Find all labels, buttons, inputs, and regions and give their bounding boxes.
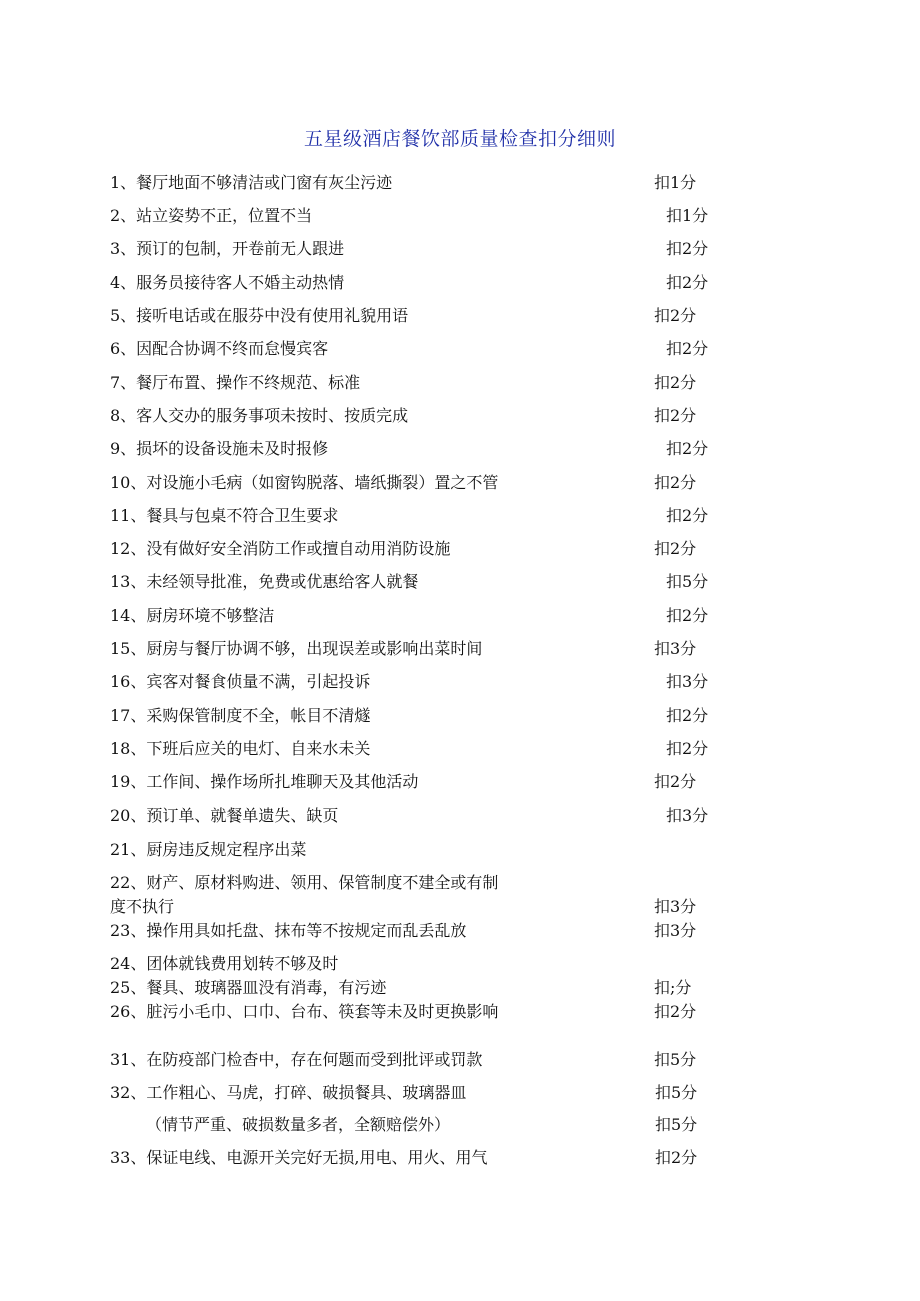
- deduction-label: 扣2分: [654, 306, 697, 325]
- deduction-label: 扣1分: [654, 173, 697, 192]
- deduction-label: 扣3分: [666, 672, 709, 691]
- deduction-label: 扣2分: [654, 473, 697, 492]
- deduction-label: 扣2分: [654, 539, 697, 558]
- deduction-label: 扣2分: [666, 339, 709, 358]
- deduction-label: 扣5分: [654, 1050, 697, 1069]
- deduction-label: 扣3分: [654, 897, 697, 916]
- deduction-label: 扣;分: [654, 978, 692, 997]
- deduction-label: 扣3分: [666, 806, 709, 825]
- deduction-label: 扣2分: [666, 739, 709, 758]
- deduction-label: 扣2分: [666, 706, 709, 725]
- deduction-label: 扣3分: [654, 639, 697, 658]
- deduction-label: 扣2分: [666, 506, 709, 525]
- deduction-label: 扣2分: [654, 1002, 697, 1021]
- deduction-label: 扣2分: [654, 406, 697, 425]
- deduction-label: 扣2分: [654, 772, 697, 791]
- deduction-label: 扣3分: [654, 921, 697, 940]
- deduction-label: 扣2分: [666, 606, 709, 625]
- deduction-label: 扣5分: [655, 1115, 698, 1134]
- deduction-label: 扣2分: [666, 439, 709, 458]
- document-title: 五星级酒店餐饮部质量检查扣分细则: [303, 128, 616, 150]
- deduction-label: 扣1分: [666, 206, 709, 225]
- deduction-label: 扣5分: [655, 1083, 698, 1102]
- deduction-label: 扣2分: [666, 239, 709, 258]
- deduction-label: 扣5分: [666, 572, 709, 591]
- deduction-label: 扣2分: [666, 273, 709, 292]
- deduction-label: 扣2分: [654, 373, 697, 392]
- deduction-label: 扣2分: [655, 1148, 698, 1167]
